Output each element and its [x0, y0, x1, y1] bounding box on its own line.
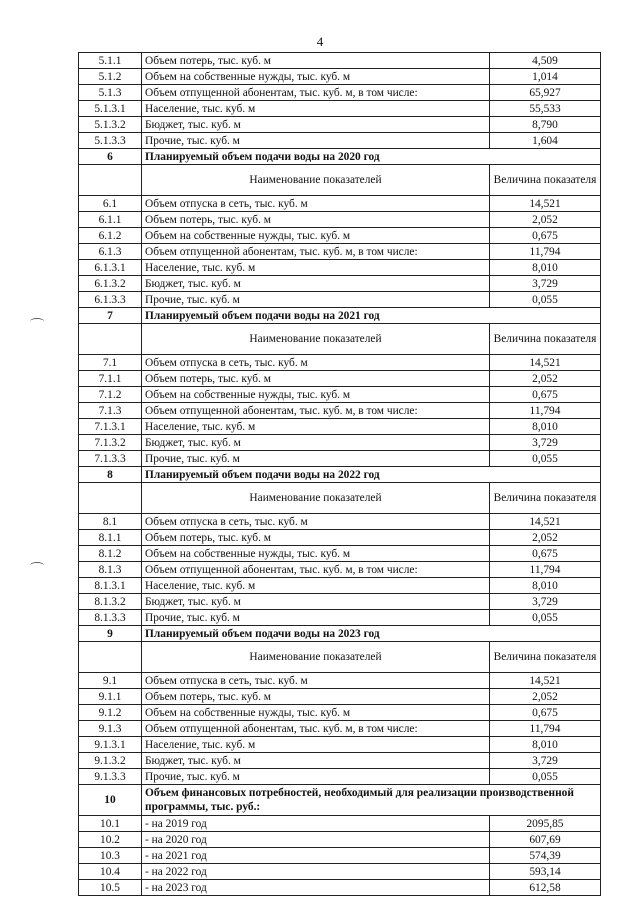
row-name: Объем отпущенной абонентам, тыс. куб. м, в том числе:: [142, 85, 490, 101]
section-number: 7: [79, 308, 142, 324]
row-name: Объем на собственные нужды, тыс. куб. м: [142, 228, 490, 244]
row-number: 8.1.1: [79, 530, 142, 546]
row-number: 8.1.3.1: [79, 578, 142, 594]
row-number: 10.5: [79, 880, 142, 896]
row-name: Бюджет, тыс. куб. м: [142, 117, 490, 133]
table-row: [79, 228, 601, 244]
table-row: [79, 785, 601, 816]
row-number: 5.1.2: [79, 69, 142, 85]
table-row: [79, 594, 601, 610]
row-number: 10.2: [79, 832, 142, 848]
row-number: 9.1.3.1: [79, 737, 142, 753]
row-value: 607,69: [490, 832, 601, 848]
row-number: 7.1: [79, 355, 142, 371]
table-row: [79, 880, 601, 896]
table-row: [79, 244, 601, 260]
row-name: Население, тыс. куб. м: [142, 101, 490, 117]
table-row: [79, 403, 601, 419]
row-name: Бюджет, тыс. куб. м: [142, 594, 490, 610]
header-blank: [79, 324, 142, 355]
row-name: Объем потерь, тыс. куб. м: [142, 53, 490, 69]
row-name: Объем отпуска в сеть, тыс. куб. м: [142, 673, 490, 689]
row-number: 8.1.2: [79, 546, 142, 562]
row-value: 0,055: [490, 610, 601, 626]
header-blank: [79, 165, 142, 196]
row-value: 11,794: [490, 244, 601, 260]
row-value: 0,055: [490, 451, 601, 467]
table-row: [79, 848, 601, 864]
table-row: [79, 419, 601, 435]
row-name: Объем на собственные нужды, тыс. куб. м: [142, 546, 490, 562]
row-value: 3,729: [490, 435, 601, 451]
section-title: Планируемый объем подачи воды на 2021 год: [142, 308, 601, 324]
table-row: [79, 212, 601, 228]
header-name: Наименование показателей: [142, 483, 490, 514]
table-row: [79, 737, 601, 753]
row-value: 0,675: [490, 228, 601, 244]
table-row: [79, 451, 601, 467]
row-number: 7.1.2: [79, 387, 142, 403]
row-value: 65,927: [490, 85, 601, 101]
table-row: [79, 832, 601, 848]
header-value: Величина показателя: [490, 642, 601, 673]
row-number: 9.1: [79, 673, 142, 689]
scan-margin-mark: [30, 562, 44, 569]
row-name: Объем потерь, тыс. куб. м: [142, 689, 490, 705]
table-row: [79, 689, 601, 705]
table-row: [79, 324, 601, 355]
row-name: - на 2022 год: [142, 864, 490, 880]
row-number: 7.1.3.2: [79, 435, 142, 451]
row-name: Объем отпущенной абонентам, тыс. куб. м, в том числе:: [142, 721, 490, 737]
table-row: [79, 53, 601, 69]
row-value: 1,014: [490, 69, 601, 85]
row-value: 2,052: [490, 530, 601, 546]
row-value: 574,39: [490, 848, 601, 864]
table-row: [79, 578, 601, 594]
row-value: 11,794: [490, 721, 601, 737]
row-number: 8.1.3.2: [79, 594, 142, 610]
row-value: 11,794: [490, 562, 601, 578]
table-row: [79, 769, 601, 785]
row-name: Прочие, тыс. куб. м: [142, 769, 490, 785]
section-number: 8: [79, 467, 142, 483]
table-row: [79, 69, 601, 85]
section-title: Планируемый объем подачи воды на 2023 год: [142, 626, 601, 642]
row-number: 9.1.3: [79, 721, 142, 737]
row-name: Бюджет, тыс. куб. м: [142, 276, 490, 292]
table-row: [79, 816, 601, 832]
row-number: 6.1: [79, 196, 142, 212]
row-name: Бюджет, тыс. куб. м: [142, 753, 490, 769]
row-name: Объем отпуска в сеть, тыс. куб. м: [142, 514, 490, 530]
table-row: [79, 721, 601, 737]
row-value: 8,010: [490, 260, 601, 276]
row-value: 8,010: [490, 419, 601, 435]
row-value: 0,675: [490, 546, 601, 562]
row-number: 7.1.3.1: [79, 419, 142, 435]
row-number: 8.1.3: [79, 562, 142, 578]
section-title: Планируемый объем подачи воды на 2022 год: [142, 467, 601, 483]
row-value: 14,521: [490, 514, 601, 530]
row-name: Прочие, тыс. куб. м: [142, 610, 490, 626]
row-number: 6.1.1: [79, 212, 142, 228]
row-name: Прочие, тыс. куб. м: [142, 292, 490, 308]
row-name: - на 2021 год: [142, 848, 490, 864]
header-value: Величина показателя: [490, 165, 601, 196]
row-number: 6.1.2: [79, 228, 142, 244]
table-row: [79, 165, 601, 196]
table-row: [79, 149, 601, 165]
row-value: 0,055: [490, 292, 601, 308]
row-value: 3,729: [490, 594, 601, 610]
row-number: 6.1.3.2: [79, 276, 142, 292]
row-number: 8.1.3.3: [79, 610, 142, 626]
table-row: [79, 530, 601, 546]
table-row: [79, 292, 601, 308]
header-name: Наименование показателей: [142, 165, 490, 196]
row-number: 10.1: [79, 816, 142, 832]
table-row: [79, 705, 601, 721]
row-value: 0,675: [490, 387, 601, 403]
table-row: [79, 562, 601, 578]
row-value: 3,729: [490, 753, 601, 769]
table-row: [79, 276, 601, 292]
section-title: Планируемый объем подачи воды на 2020 год: [142, 149, 601, 165]
row-number: 7.1.3.3: [79, 451, 142, 467]
row-name: Объем на собственные нужды, тыс. куб. м: [142, 705, 490, 721]
row-value: 0,675: [490, 705, 601, 721]
header-value: Величина показателя: [490, 324, 601, 355]
row-number: 6.1.3.1: [79, 260, 142, 276]
row-number: 5.1.3.3: [79, 133, 142, 149]
section-title: Объем финансовых потребностей, необходимый для реализации производственной программы, тыс. руб.:: [142, 785, 601, 816]
row-number: 7.1.1: [79, 371, 142, 387]
row-number: 5.1.3: [79, 85, 142, 101]
row-name: Объем отпущенной абонентам, тыс. куб. м, в том числе:: [142, 244, 490, 260]
row-value: 8,790: [490, 117, 601, 133]
row-value: 14,521: [490, 673, 601, 689]
row-name: Объем отпуска в сеть, тыс. куб. м: [142, 355, 490, 371]
table-row: [79, 133, 601, 149]
row-number: 9.1.1: [79, 689, 142, 705]
section-number: 10: [79, 785, 142, 816]
row-name: Прочие, тыс. куб. м: [142, 451, 490, 467]
row-value: 2,052: [490, 689, 601, 705]
row-value: 11,794: [490, 403, 601, 419]
row-name: Население, тыс. куб. м: [142, 578, 490, 594]
header-name: Наименование показателей: [142, 324, 490, 355]
row-name: Объем на собственные нужды, тыс. куб. м: [142, 387, 490, 403]
row-number: 6.1.3: [79, 244, 142, 260]
row-number: 5.1.3.1: [79, 101, 142, 117]
table-row: [79, 101, 601, 117]
table-row: [79, 387, 601, 403]
table-row: [79, 864, 601, 880]
row-number: 7.1.3: [79, 403, 142, 419]
row-value: 2,052: [490, 212, 601, 228]
table-row: [79, 642, 601, 673]
row-name: Бюджет, тыс. куб. м: [142, 435, 490, 451]
row-name: Объем на собственные нужды, тыс. куб. м: [142, 69, 490, 85]
row-name: - на 2023 год: [142, 880, 490, 896]
row-number: 8.1: [79, 514, 142, 530]
row-name: Объем потерь, тыс. куб. м: [142, 371, 490, 387]
table-row: [79, 355, 601, 371]
table-row: [79, 196, 601, 212]
row-value: 3,729: [490, 276, 601, 292]
row-name: Население, тыс. куб. м: [142, 737, 490, 753]
table-row: [79, 673, 601, 689]
row-name: Население, тыс. куб. м: [142, 419, 490, 435]
table-row: [79, 260, 601, 276]
table-row: [79, 753, 601, 769]
header-value: Величина показателя: [490, 483, 601, 514]
table-row: [79, 117, 601, 133]
row-value: 14,521: [490, 355, 601, 371]
table-row: [79, 435, 601, 451]
row-name: Объем потерь, тыс. куб. м: [142, 530, 490, 546]
header-name: Наименование показателей: [142, 642, 490, 673]
row-name: Объем отпущенной абонентам, тыс. куб. м, в том числе:: [142, 562, 490, 578]
table-row: [79, 467, 601, 483]
row-value: 1,604: [490, 133, 601, 149]
table-row: [79, 308, 601, 324]
row-number: 9.1.3.3: [79, 769, 142, 785]
table-row: [79, 514, 601, 530]
row-name: Объем отпущенной абонентам, тыс. куб. м, в том числе:: [142, 403, 490, 419]
row-value: 2095,85: [490, 816, 601, 832]
row-number: 5.1.3.2: [79, 117, 142, 133]
page-number: 4: [316, 34, 324, 49]
row-value: 14,521: [490, 196, 601, 212]
table-row: [79, 610, 601, 626]
row-number: 10.4: [79, 864, 142, 880]
row-number: 5.1.1: [79, 53, 142, 69]
row-number: 9.1.2: [79, 705, 142, 721]
header-blank: [79, 642, 142, 673]
table-row: [79, 483, 601, 514]
section-number: 6: [79, 149, 142, 165]
table-body: [79, 53, 601, 896]
row-name: Объем потерь, тыс. куб. м: [142, 212, 490, 228]
row-name: - на 2019 год: [142, 816, 490, 832]
scan-margin-mark: [30, 318, 44, 325]
row-value: 55,533: [490, 101, 601, 117]
table-row: [79, 85, 601, 101]
row-value: 593,14: [490, 864, 601, 880]
row-number: 9.1.3.2: [79, 753, 142, 769]
row-name: - на 2020 год: [142, 832, 490, 848]
table-row: [79, 546, 601, 562]
row-value: 612,58: [490, 880, 601, 896]
table-row: [79, 371, 601, 387]
row-name: Прочие, тыс. куб. м: [142, 133, 490, 149]
row-value: 8,010: [490, 737, 601, 753]
section-number: 9: [79, 626, 142, 642]
row-value: 8,010: [490, 578, 601, 594]
row-number: 10.3: [79, 848, 142, 864]
row-number: 6.1.3.3: [79, 292, 142, 308]
table-row: [79, 626, 601, 642]
row-name: Объем отпуска в сеть, тыс. куб. м: [142, 196, 490, 212]
row-name: Население, тыс. куб. м: [142, 260, 490, 276]
row-value: 0,055: [490, 769, 601, 785]
production-program-table: [78, 52, 601, 896]
row-value: 4,509: [490, 53, 601, 69]
header-blank: [79, 483, 142, 514]
row-value: 2,052: [490, 371, 601, 387]
